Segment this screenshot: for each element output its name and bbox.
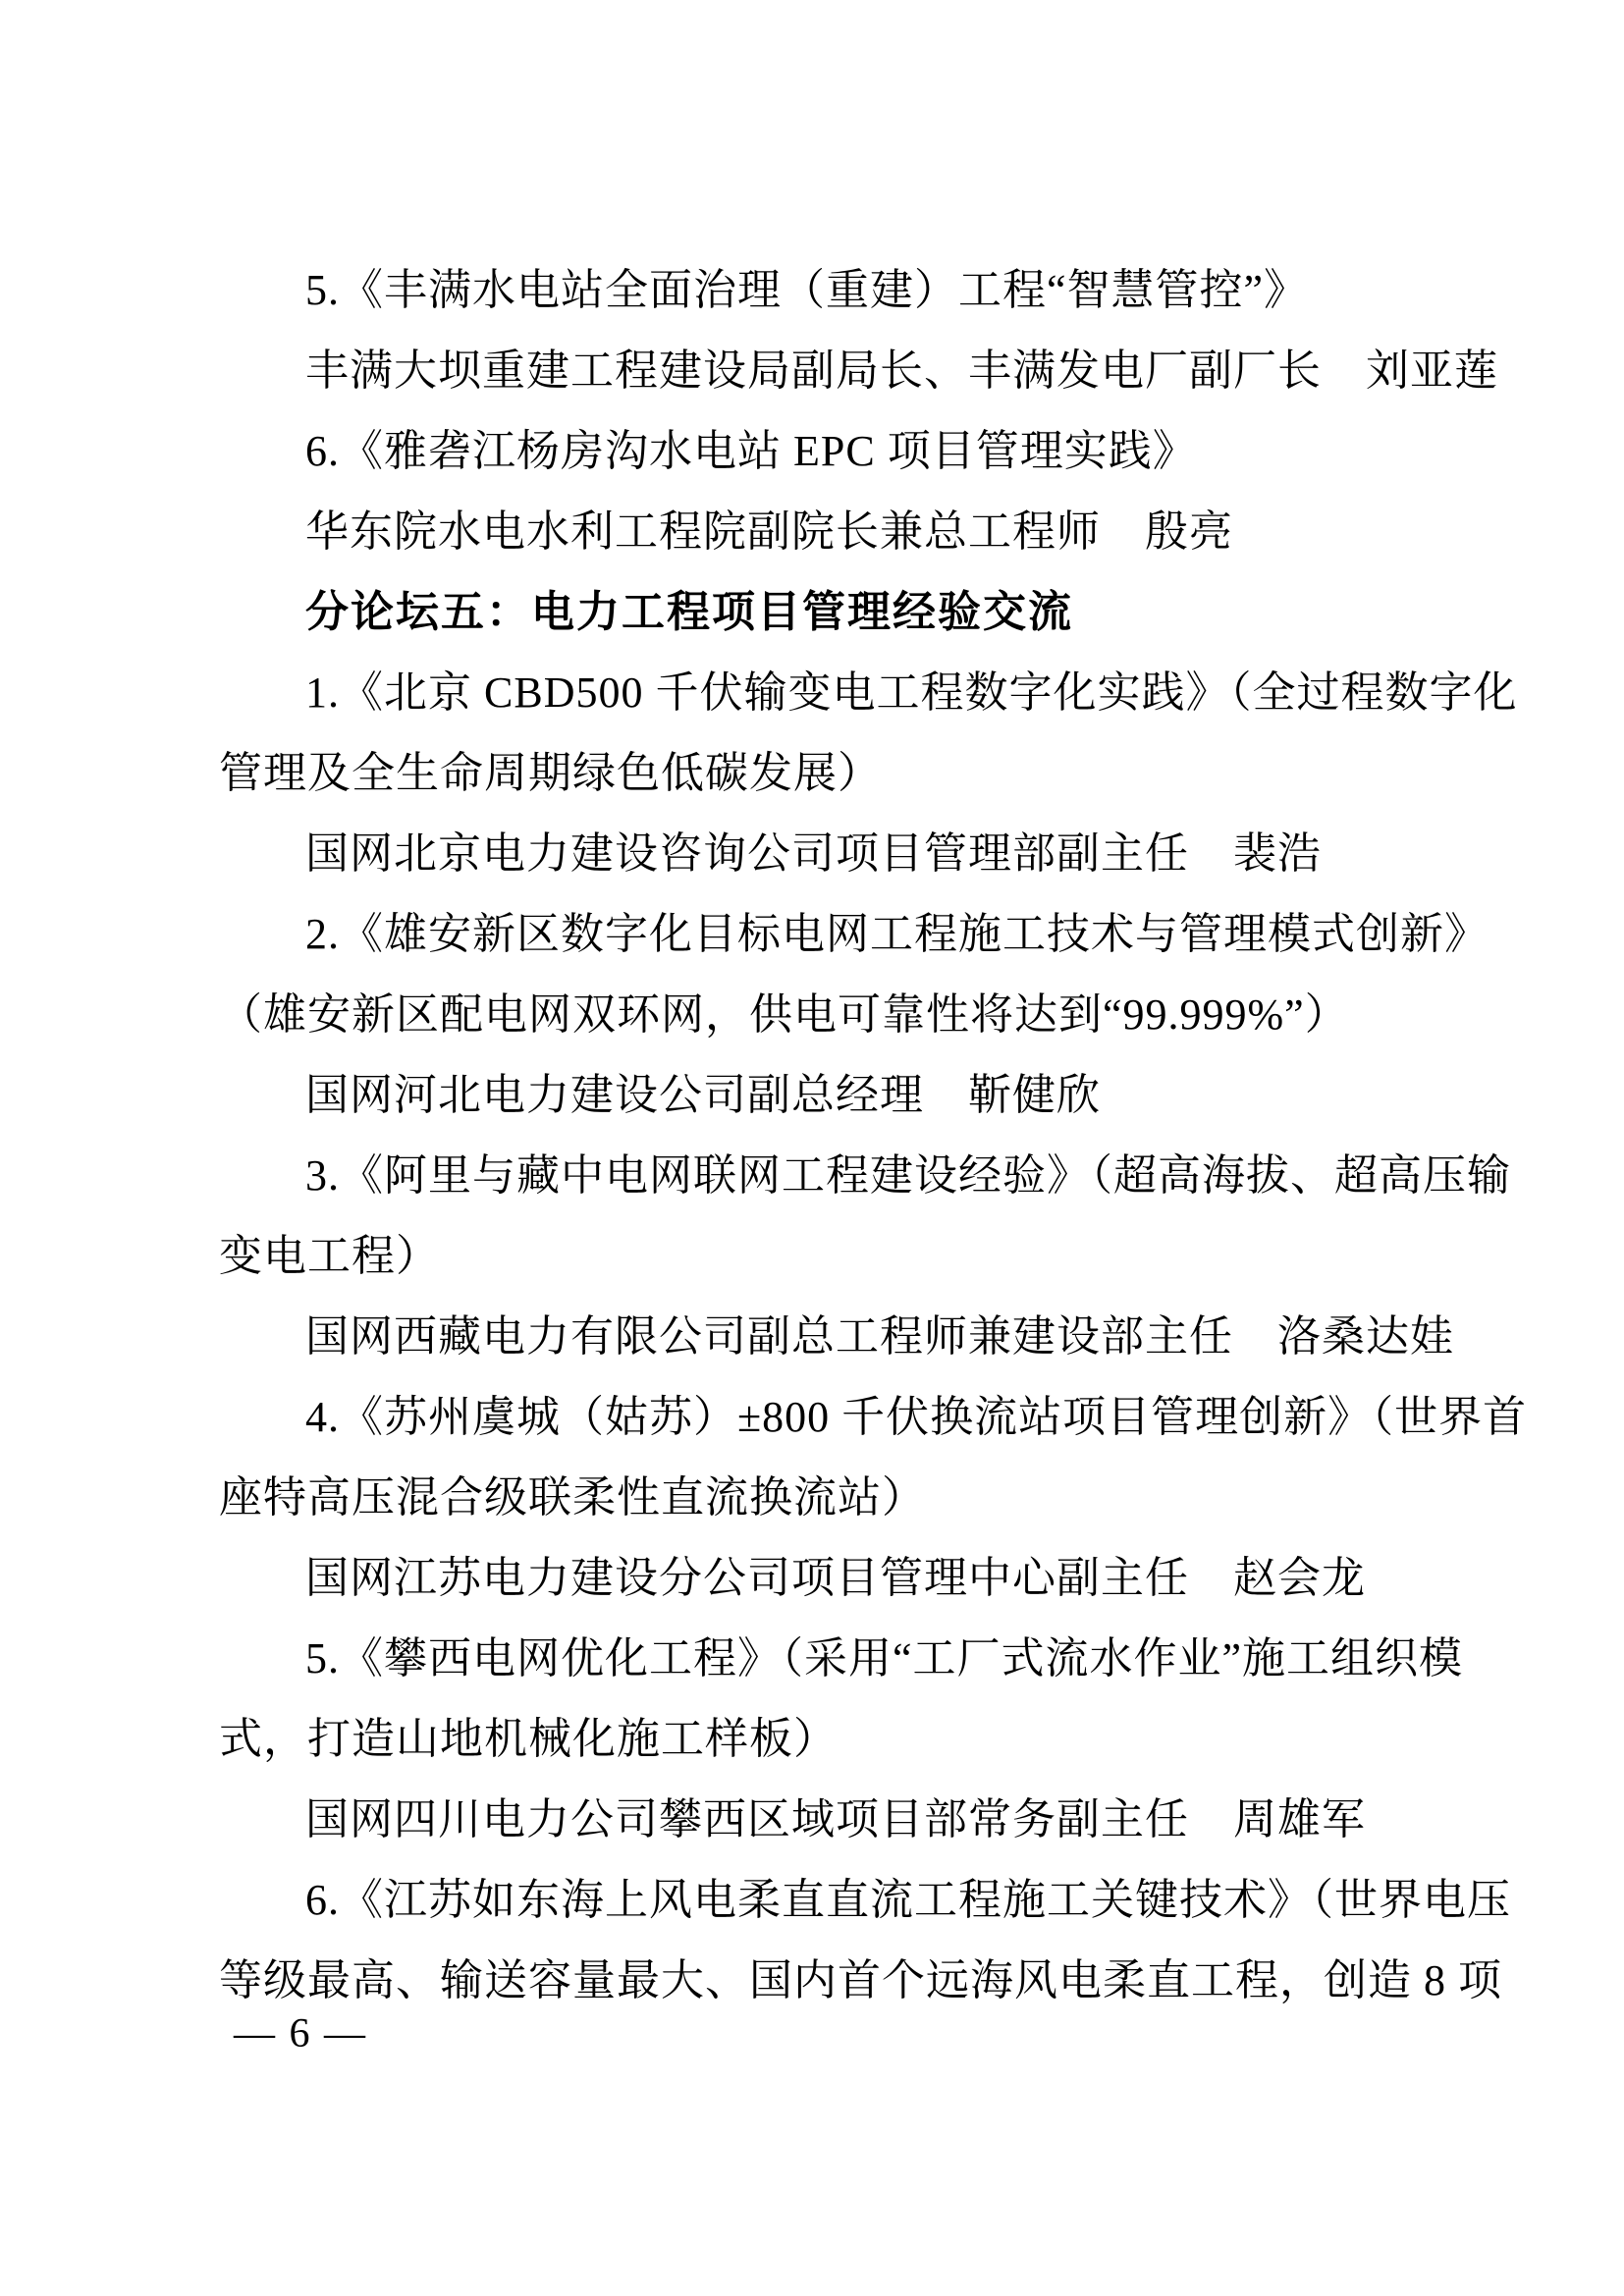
agenda-speaker: 国网河北电力建设公司副总经理 靳健欣 <box>305 1071 1101 1119</box>
agenda-item-title: 5.《攀西电网优化工程》（采用“工厂式流水作业”施工组织模 <box>305 1634 1464 1682</box>
agenda-item-title: 6.《雅砻江杨房沟水电站 EPC 项目管理实践》 <box>305 427 1197 475</box>
agenda-speaker: 国网四川电力公司攀西区域项目部常务副主任 周雄军 <box>305 1795 1366 1843</box>
agenda-speaker: 国网北京电力建设咨询公司项目管理部副主任 裴浩 <box>305 829 1322 878</box>
agenda-speaker: 华东院水电水利工程院副院长兼总工程师 殷亮 <box>305 507 1233 556</box>
agenda-item-title: 4.《苏州虞城（姑苏）±800 千伏换流站项目管理创新》（世界首 <box>305 1393 1528 1441</box>
agenda-content <box>219 245 1528 2016</box>
agenda-item-title: 5.《丰满水电站全面治理（重建）工程“智慧管控”》 <box>305 266 1309 314</box>
agenda-item-continuation: 变电工程） <box>219 1232 440 1280</box>
agenda-item-title: 2.《雄安新区数字化目标电网工程施工技术与管理模式创新》 <box>305 910 1489 958</box>
agenda-item-continuation: 等级最高、输送容量最大、国内首个远海风电柔直工程，创造 8 项 <box>219 1956 1502 2004</box>
agenda-item-continuation: （雄安新区配电网双环网，供电可靠性将达到“99.999%”） <box>219 990 1349 1039</box>
agenda-speaker: 国网江苏电力建设分公司项目管理中心副主任 赵会龙 <box>305 1554 1366 1602</box>
page-number: — 6 — <box>234 2011 367 2056</box>
agenda-speaker: 国网西藏电力有限公司副总工程师兼建设部主任 洛桑达娃 <box>305 1312 1454 1361</box>
agenda-item-continuation: 座特高压混合级联柔性直流换流站） <box>219 1473 926 1522</box>
agenda-item-title: 6.《江苏如东海上风电柔直直流工程施工关键技术》（世界电压 <box>305 1876 1511 1924</box>
section-heading: 分论坛五：电力工程项目管理经验交流 <box>305 588 1073 636</box>
agenda-item-title: 3.《阿里与藏中电网联网工程建设经验》（超高海拔、超高压输 <box>305 1151 1511 1200</box>
agenda-item-continuation: 管理及全生命周期绿色低碳发展） <box>219 749 882 797</box>
agenda-item-title: 1.《北京 CBD500 千伏输变电工程数字化实践》（全过程数字化 <box>305 668 1518 717</box>
agenda-item-continuation: 式，打造山地机械化施工样板） <box>219 1715 838 1763</box>
agenda-speaker: 丰满大坝重建工程建设局副局长、丰满发电厂副厂长 刘亚莲 <box>305 347 1498 395</box>
